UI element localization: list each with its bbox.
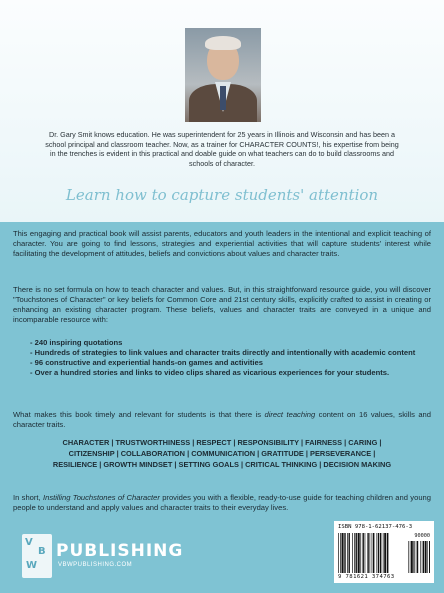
description-paragraph-2: There is no set formula on how to teach character and values. But, in this straightforward resource guide, you will discover "Touchstones of Character" or key beliefs for Common Core and 21st century skills, explicitly crafted to assist in creating or enhancing an existing character program. These beliefs, values and character traits are conveyed in a unique and incomparable resource with: bbox=[13, 285, 431, 324]
values-line: CITIZENSHIP | COLLABORATION | COMMUNICATION | GRATITUDE | PERSEVERANCE | bbox=[68, 449, 376, 458]
ean-text: 9 781621 374763 bbox=[338, 574, 395, 580]
price-code: 90000 bbox=[414, 533, 430, 539]
description-paragraph-1: This engaging and practical book will assist parents, educators and youth leaders in the intentional and explicit teaching of character. You are going to find lessons, strategies and experiential activities that will capture students' interest while facilitating the development of attitudes, beliefs and convictions about values and character traits. bbox=[13, 229, 431, 258]
feature-item: - Hundreds of strategies to link values and character traits directly and intentionally with academic content bbox=[30, 348, 416, 357]
publisher-url: VBWPUBLISHING.COM bbox=[58, 562, 133, 568]
barcode bbox=[334, 521, 434, 583]
values-line: CHARACTER | TRUSTWORTHINESS | RESPECT | RESPONSIBILITY | FAIRNESS | CARING | bbox=[62, 438, 382, 447]
isbn-text: ISBN 978-1-62137-476-3 bbox=[338, 524, 413, 530]
values-list bbox=[13, 437, 431, 470]
barcode-bars bbox=[338, 533, 430, 573]
publisher-logo: V B W bbox=[22, 534, 52, 578]
description-paragraph-4: In short, Instilling Touchstones of Character provides you with a flexible, ready-to-use guide for teaching children and young people to understand and apply values and character traits to their everyday lives. bbox=[13, 493, 431, 512]
author-bio: Dr. Gary Smit knows education. He was superintendent for 25 years in Illinois and Wisconsin and has been a school principal and classroom teacher. Now, as a trainer for CHARACTER COUNTS!, his expertise from being in the trenches is evident in this practical and doable guide on what teachers can do to build classrooms and schools of character. bbox=[45, 130, 399, 168]
description-paragraph-3: What makes this book timely and relevant for students is that there is direct teaching content on 16 values, skills and character traits. bbox=[13, 410, 431, 429]
author-photo bbox=[185, 28, 261, 122]
values-line: RESILIENCE | GROWTH MINDSET | SETTING GOALS | CRITICAL THINKING | DECISION MAKING bbox=[52, 460, 392, 469]
feature-item: - 96 constructive and experiential hands-on games and activities bbox=[30, 358, 263, 367]
tagline: Learn how to capture students' attention bbox=[65, 186, 379, 204]
feature-list bbox=[30, 338, 430, 378]
feature-item: - Over a hundred stories and links to video clips shared as vicarious experiences for your students. bbox=[30, 368, 390, 377]
publisher-name: PUBLISHING bbox=[56, 541, 184, 561]
feature-item: - 240 inspiring quotations bbox=[30, 338, 123, 347]
